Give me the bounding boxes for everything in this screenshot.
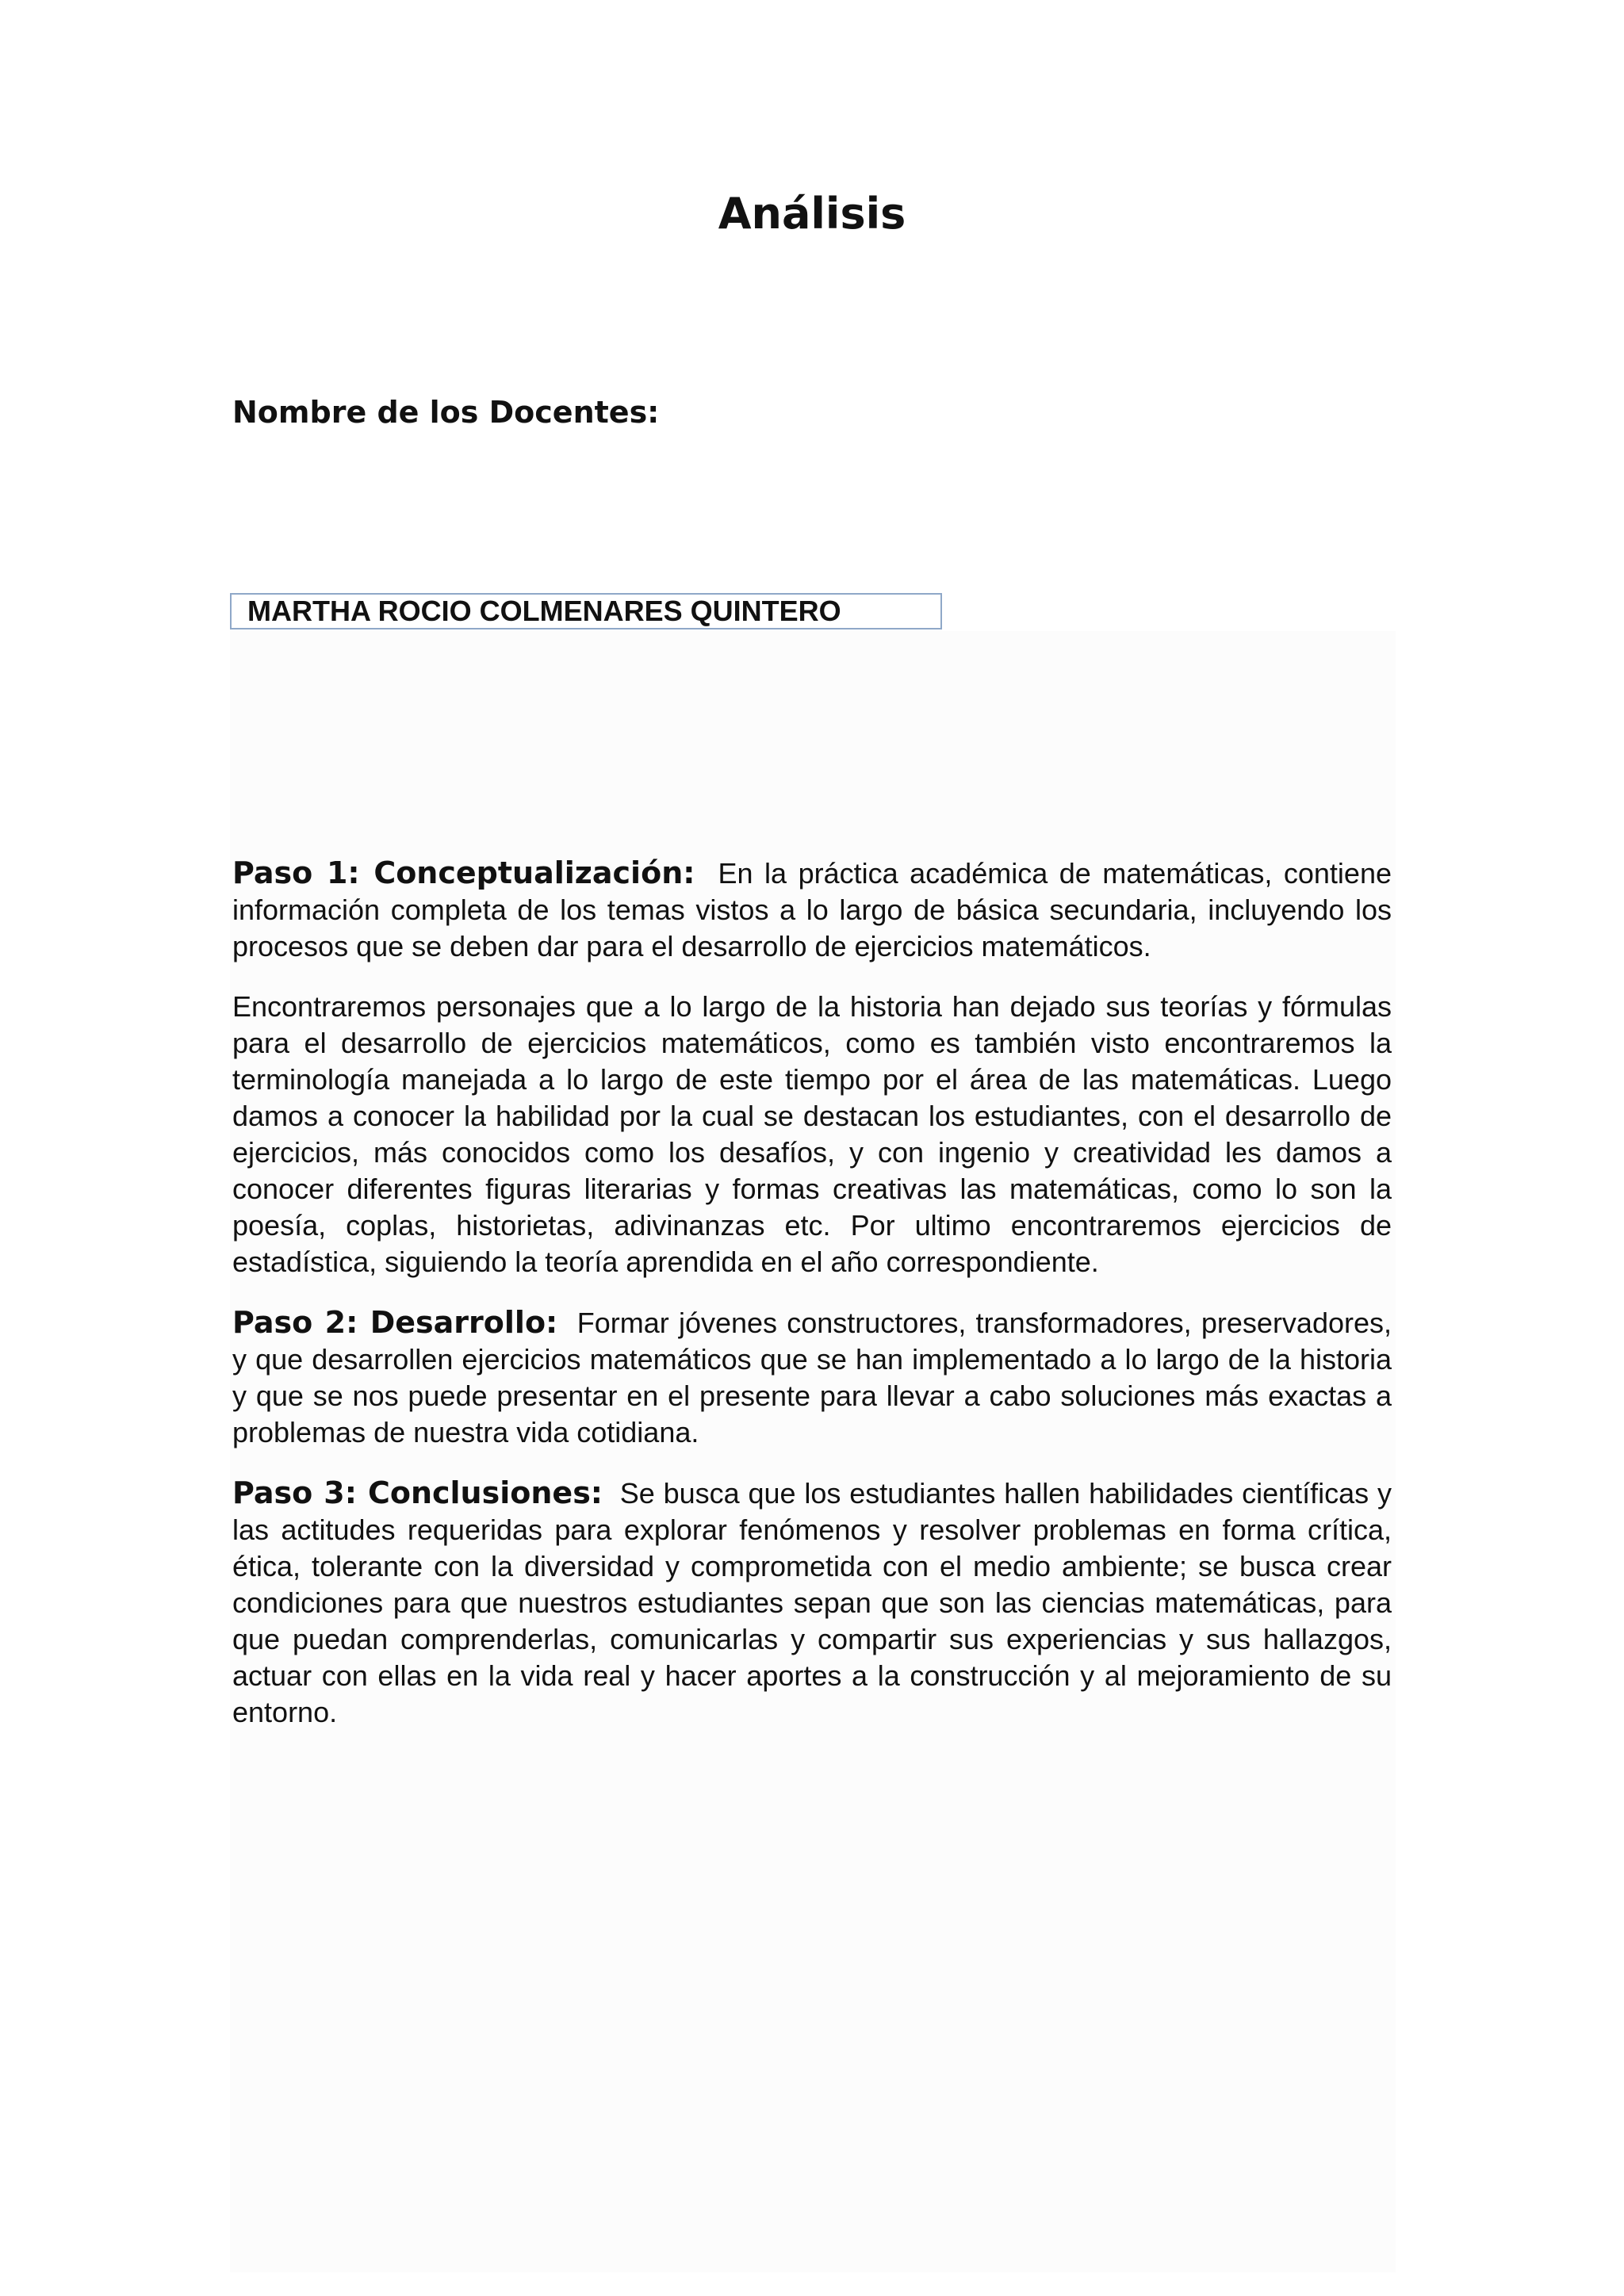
paragraph-step-2	[232, 1304, 1392, 1451]
step-1-text: En la práctica académica de matemáticas, contiene información completa de los temas vistos a lo largo de básica secundaria, incluyendo los procesos que se deben dar para el desarrollo de ejercicios matemáticos.	[232, 857, 1392, 962]
step-3-label: Paso 3: Conclusiones:	[232, 1475, 603, 1510]
step-1-label: Paso 1: Conceptualización:	[232, 855, 695, 890]
page-title: Análisis	[718, 189, 906, 239]
step-2-text: Formar jóvenes constructores, transformadores, preservadores, y que desarrollen ejercicios matemáticos que se han implementado a lo largo de la historia y que se nos puede presentar en el presente para llevar a cabo soluciones más exactas a problemas de nuestra vida cotidiana.	[232, 1307, 1392, 1448]
paragraph-step-1-continued	[232, 989, 1392, 1280]
paragraph-step-1	[232, 855, 1392, 965]
step-1-continued-text: Encontraremos personajes que a lo largo de la historia han dejado sus teorías y fórmulas para el desarrollo de ejercicios matemáticos, como es también visto encontraremos la terminología manejada a lo largo de este tiempo por el área de las matemáticas. Luego damos a conocer la habilidad por la cual se destacan los estudiantes, con el desarrollo de ejercicios, más conocidos como los desafíos, y con ingenio y creatividad les damos a conocer diferentes figuras literarias y formas creativas las matemáticas, como lo son la poesía, coplas, historietas, adivinanzas etc. Por ultimo encontraremos ejercicios de estadística, siguiendo la teoría aprendida en el año correspondiente.	[232, 990, 1392, 1278]
step-3-text: Se busca que los estudiantes hallen habilidades científicas y las actitudes requeridas para explorar fenómenos y resolver problemas en forma crítica, ética, tolerante con la diversidad y comprometida con el medio ambiente; se busca crear condiciones para que nuestros estudiantes sepan que son las ciencias matemáticas, para que puedan comprenderlas, comunicarlas y compartir sus experiencias y sus hallazgos, actuar con ellas en la vida real y hacer aportes a la construcción y al mejoramiento de su entorno.	[232, 1477, 1392, 1728]
paragraph-step-3	[232, 1475, 1392, 1731]
teacher-name-field: MARTHA ROCIO COLMENARES QUINTERO	[230, 593, 942, 629]
teachers-label: Nombre de los Docentes:	[232, 395, 660, 430]
document-body	[232, 855, 1392, 1755]
step-2-label: Paso 2: Desarrollo:	[232, 1305, 558, 1340]
